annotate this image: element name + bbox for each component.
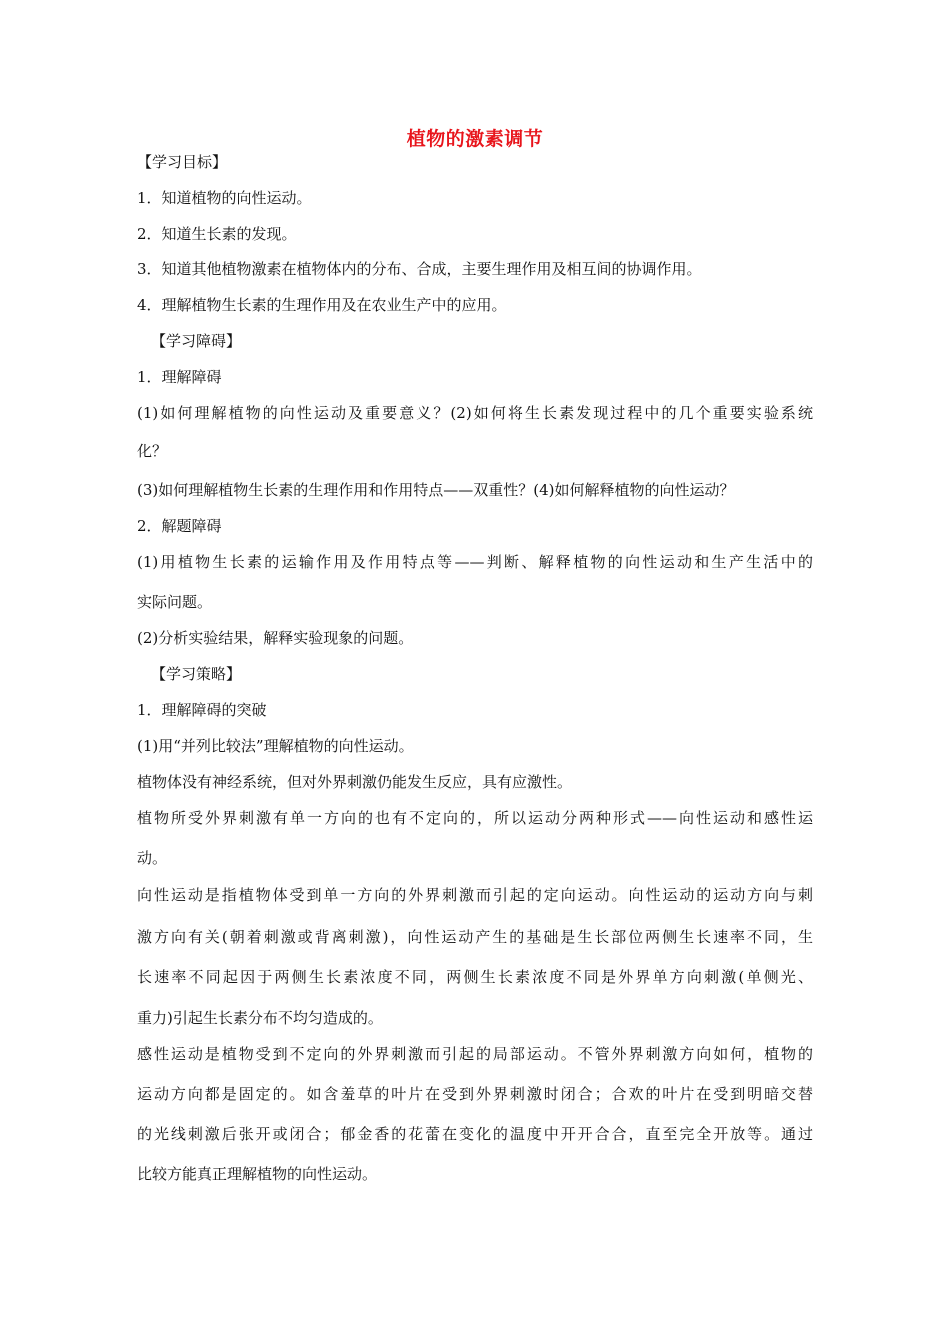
subsection-heading: 2．解题障碍 <box>137 517 222 535</box>
paragraph-line: 植物体没有神经系统，但对外界刺激仍能发生反应，具有应激性。 <box>137 773 573 791</box>
section-heading-obstacles: 【学习障碍】 <box>151 332 242 350</box>
paragraph-line: 运动方向都是固定的。如含羞草的叶片在受到外界刺激时闭合；合欢的叶片在受到明暗交替 <box>137 1085 813 1103</box>
paragraph-line: (1)如何理解植物的向性运动及重要意义？(2)如何将生长素发现过程中的几个重要实验系统 <box>137 404 813 422</box>
paragraph-line: 动。 <box>137 849 168 867</box>
subsection-heading: 1．理解障碍 <box>137 368 222 386</box>
paragraph-line: (2)分析实验结果，解释实验现象的问题。 <box>137 629 414 647</box>
subsection-heading: 1．理解障碍的突破 <box>137 701 267 719</box>
paragraph-line: 植物所受外界刺激有单一方向的也有不定向的，所以运动分两种形式——向性运动和感性运 <box>137 809 813 827</box>
paragraph-line: 激方向有关(朝着刺激或背离刺激)，向性运动产生的基础是生长部位两侧生长速率不同，生 <box>137 928 813 946</box>
objective-item: 4．理解植物生长素的生理作用及在农业生产中的应用。 <box>137 296 507 314</box>
paragraph-line: 重力)引起生长素分布不均匀造成的。 <box>137 1009 383 1027</box>
paragraph-line: (3)如何理解植物生长素的生理作用和作用特点——双重性？(4)如何解释植物的向性运动？ <box>137 481 735 499</box>
objective-item: 1．知道植物的向性运动。 <box>137 189 312 207</box>
paragraph-line: 比较方能真正理解植物的向性运动。 <box>137 1165 378 1183</box>
paragraph-line: (1)用植物生长素的运输作用及作用特点等——判断、解释植物的向性运动和生产生活中的 <box>137 553 813 571</box>
paragraph-line: 化？ <box>137 442 168 460</box>
paragraph-line: (1)用“并列比较法”理解植物的向性运动。 <box>137 737 414 755</box>
section-heading-strategies: 【学习策略】 <box>151 665 242 683</box>
paragraph-line: 感性运动是植物受到不定向的外界刺激而引起的局部运动。不管外界刺激方向如何，植物的 <box>137 1045 813 1063</box>
paragraph-line: 向性运动是指植物体受到单一方向的外界刺激而引起的定向运动。向性运动的运动方向与刺 <box>137 886 813 904</box>
paragraph-line: 实际问题。 <box>137 593 213 611</box>
objective-item: 2．知道生长素的发现。 <box>137 225 297 243</box>
page-title: 植物的激素调节 <box>406 128 544 150</box>
paragraph-line: 的光线刺激后张开或闭合；郁金香的花蕾在变化的温度中开开合合，直至完全开放等。通过 <box>137 1125 813 1143</box>
section-heading-objectives: 【学习目标】 <box>137 153 228 171</box>
objective-item: 3．知道其他植物激素在植物体内的分布、合成，主要生理作用及相互间的协调作用。 <box>137 260 702 278</box>
paragraph-line: 长速率不同起因于两侧生长素浓度不同，两侧生长素浓度不同是外界单方向刺激(单侧光、 <box>137 968 813 986</box>
